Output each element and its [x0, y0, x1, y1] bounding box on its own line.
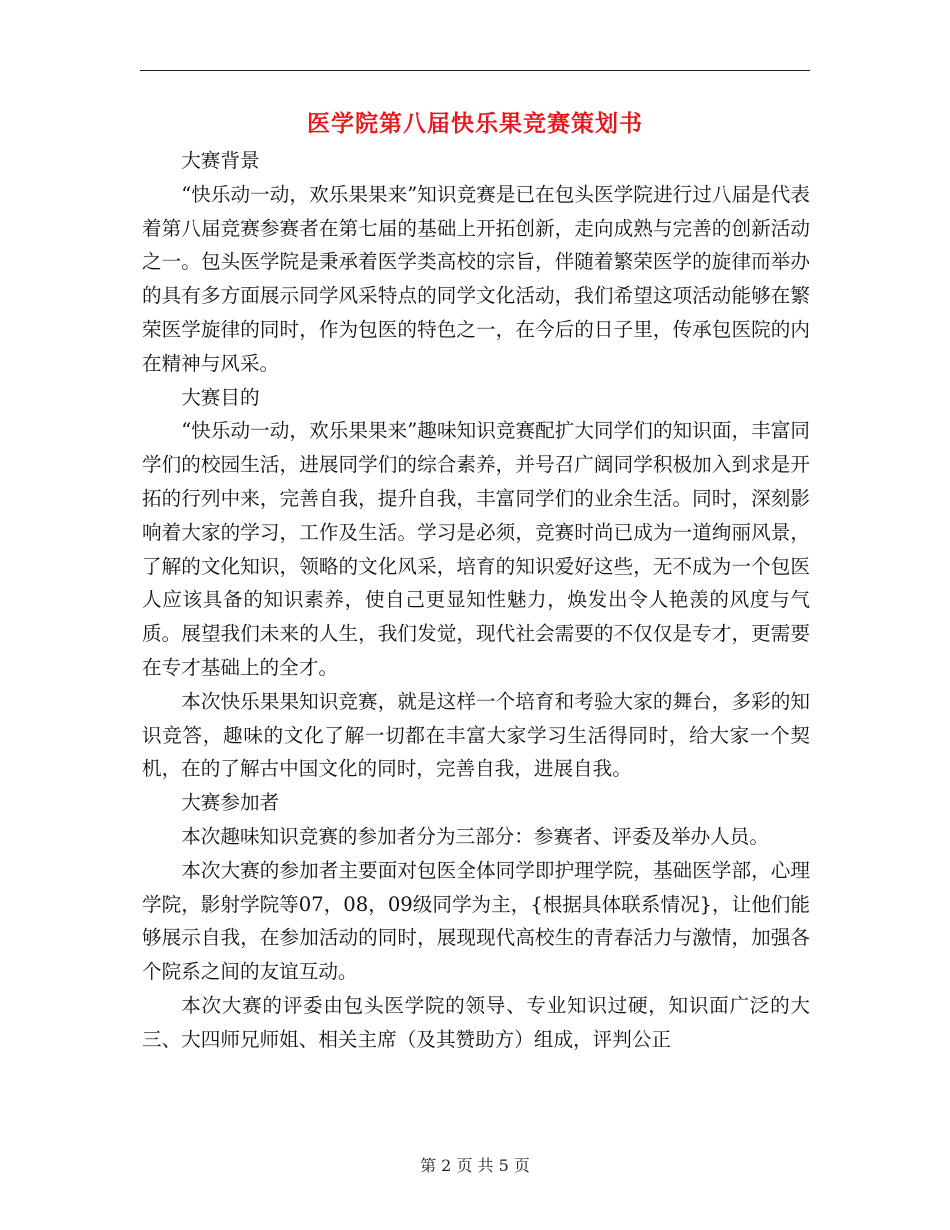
- section-heading-purpose: 大赛目的: [181, 385, 260, 409]
- header-rule: [140, 70, 810, 71]
- paragraph-stage: 本次快乐果果知识竞赛，就是这样一个培育和考验大家的舞台，多彩的知识竞答，趣味的文化了解一切都在丰富大家学习生活得同时，给大家一个契机，在的了解古中国文化的同时，完善自我，进展自我。: [142, 689, 810, 781]
- section-heading-background: 大赛背景: [181, 149, 260, 172]
- page-number-footer: 第 2 页 共 5 页: [420, 1156, 530, 1175]
- section-heading-participants: 大赛参加者: [181, 791, 280, 815]
- paragraph-participants-students: 本次大赛的参加者主要面对包医全体同学即护理学院，基础医学部，心理学院，影射学院等07，08，09级同学为主，{根据具体联系情况}，让他们能够展示自我，在参加活动的同时，展现现代高校生的青春活力与激情，加强各个院系之间的友谊互动。: [142, 858, 810, 984]
- document-title: 医学院第八届快乐果竞赛策划书: [307, 110, 643, 137]
- paragraph-purpose: “快乐动一动，欢乐果果来”趣味知识竞赛配扩大同学们的知识面，丰富同学们的校园生活，进展同学们的综合素养，并号召广阔同学积极加入到求是开拓的行列中来，完善自我，提升自我，丰富同学们的业余生活。同时，深刻影响着大家的学习，工作及生活。学习是必须，竞赛时尚已成为一道绚丽风景，了解的文化知识，领略的文化风采，培育的知识爱好这些，无不成为一个包医人应该具备的知识素养，使自己更显知性魅力，焕发出令人艳羡的风度与气质。展望我们未来的人生，我们发觉，现代社会需要的不仅仅是专才，更需要在专才基础上的全才。: [142, 419, 810, 679]
- paragraph-participants-overview: 本次趣味知识竞赛的参加者分为三部分：参赛者、评委及举办人员。: [181, 824, 769, 848]
- paragraph-participants-judges: 本次大赛的评委由包头医学院的领导、专业知识过硬，知识面广泛的大三、大四师兄师姐、相关主席（及其赞助方）组成，评判公正: [142, 993, 810, 1051]
- paragraph-background: “快乐动一动，欢乐果果来”知识竞赛是已在包头医学院进行过八届是代表着第八届竞赛参赛者在第七届的基础上开拓创新，走向成熟与完善的创新活动之一。包头医学院是秉承着医学类高校的宗旨，伴随着繁荣医学的旋律而举办的具有多方面展示同学风采特点的同学文化活动，我们希望这项活动能够在繁荣医学旋律的同时，作为包医的特色之一，在今后的日子里，传承包医院的内在精神与风采。: [142, 182, 810, 375]
- document-body: [142, 144, 810, 1057]
